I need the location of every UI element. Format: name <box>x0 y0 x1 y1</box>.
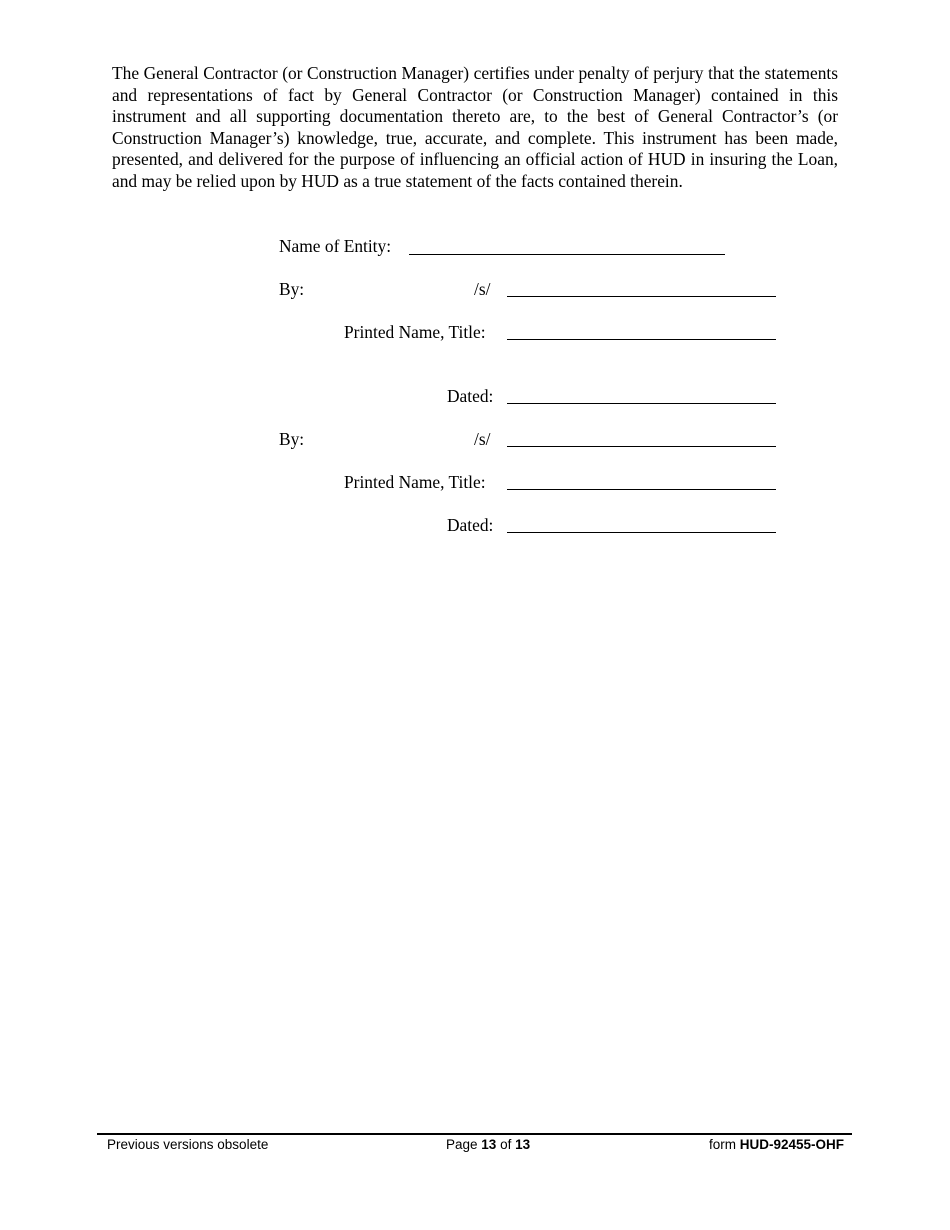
footer-obsolete-note: Previous versions obsolete <box>107 1137 269 1152</box>
signer-1-signature-label: /s/ <box>474 279 491 299</box>
signer-2-dated-label: Dated: <box>447 515 494 535</box>
footer-divider <box>97 1133 852 1135</box>
entity-line[interactable] <box>409 254 725 255</box>
signer-1-name-label: Printed Name, Title: <box>344 322 486 342</box>
entity-label: Name of Entity: <box>279 236 392 256</box>
signer-2-signature-label: /s/ <box>474 429 491 449</box>
page-prefix: Page <box>446 1137 482 1152</box>
signer-1-signature-line[interactable] <box>507 296 776 297</box>
signer-1-name-line[interactable] <box>507 339 776 340</box>
page-mid: of <box>496 1137 516 1152</box>
footer-page-number <box>446 1137 530 1153</box>
signer-2-dated-line[interactable] <box>507 532 776 533</box>
signer-2-signature-line[interactable] <box>507 446 776 447</box>
form-prefix: form <box>708 1137 740 1152</box>
signer-1-by-label: By: <box>279 279 305 299</box>
signer-2-by-label: By: <box>279 429 305 449</box>
signer-2-name-label: Printed Name, Title: <box>344 472 486 492</box>
signer-1-dated-line[interactable] <box>507 403 776 404</box>
footer-form-id <box>709 1137 844 1153</box>
page-current: 13 <box>481 1137 497 1152</box>
signer-2-name-line[interactable] <box>507 489 776 490</box>
form-number: HUD-92455-OHF <box>739 1137 844 1152</box>
page-total: 13 <box>515 1137 531 1152</box>
certification-paragraph: The General Contractor (or Construction Manager) certifies under penalty of perjury that the statements and representations of fact by General Contractor (or Construction Manager) contained in this instrument and all supporting documentation thereto are, to the best of General Contractor’s (or Construction Manager’s) knowledge, true, accurate, and complete. This instrument has been made, presented, and delivered for the purpose of influencing an official action of HUD in insuring the Loan, and may be relied upon by HUD as a true statement of the facts contained therein. <box>112 63 838 191</box>
signer-1-dated-label: Dated: <box>447 386 494 406</box>
